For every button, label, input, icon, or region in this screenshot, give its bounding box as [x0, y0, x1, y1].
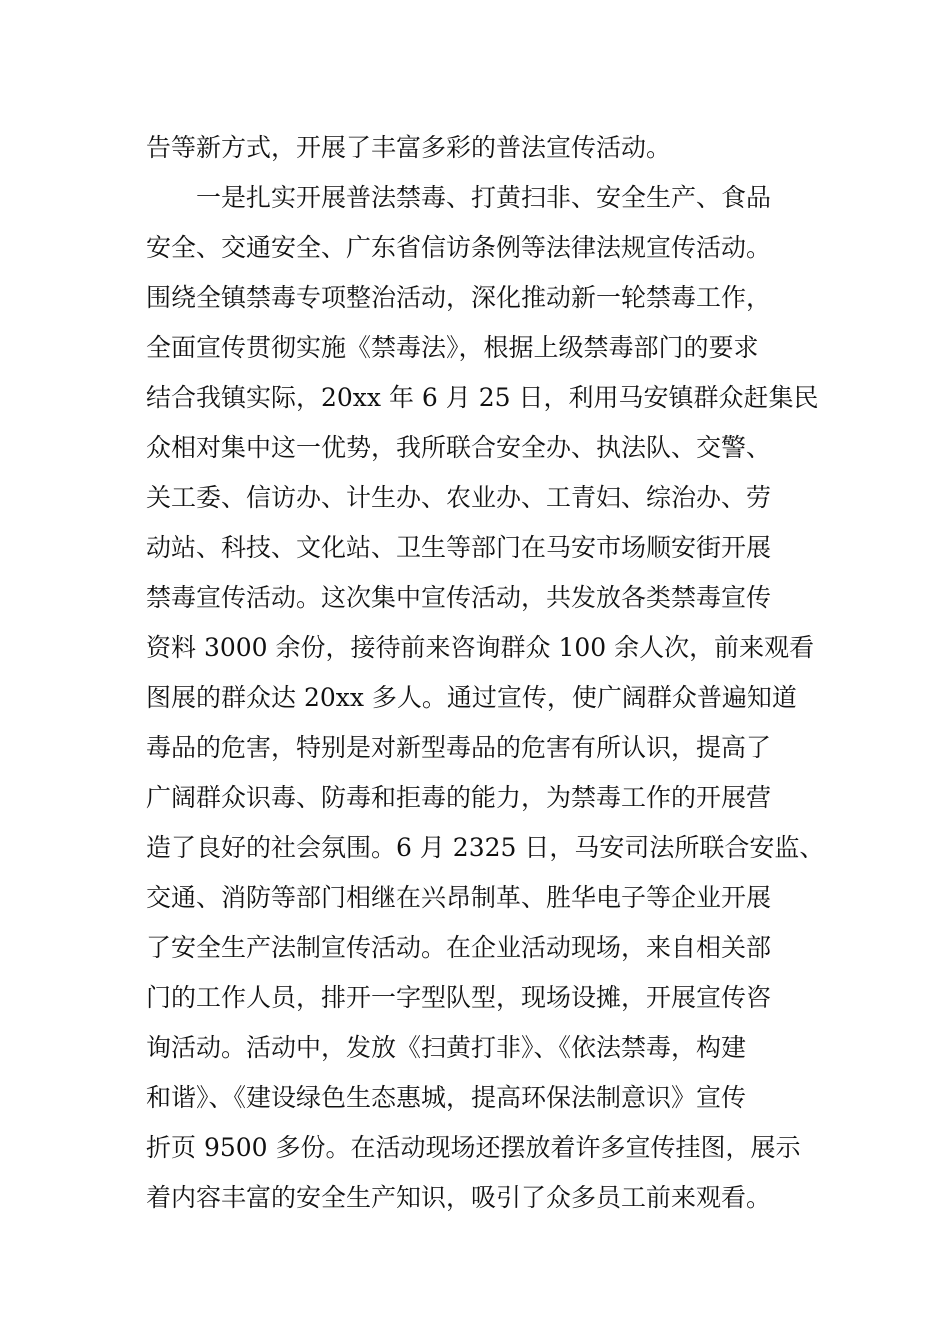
text-line: 众相对集中这一优势，我所联合安全办、执法队、交警、	[146, 433, 772, 462]
text-line: 毒品的危害，特别是对新型毒品的危害有所认识，提高了	[146, 733, 772, 762]
text-line: 全面宣传贯彻实施《禁毒法》，根据上级禁毒部门的要求	[146, 333, 759, 362]
text-line: 交通、消防等部门相继在兴昂制革、胜华电子等企业开展	[146, 883, 772, 912]
text-line: 结合我镇实际，20xx 年 6 月 25 日，利用马安镇群众赶集民	[146, 383, 819, 412]
text-line: 禁毒宣传活动。这次集中宣传活动，共发放各类禁毒宣传	[146, 583, 772, 612]
text-line: 告等新方式，开展了丰富多彩的普法宣传活动。	[146, 133, 672, 162]
text-line: 询活动。活动中，发放《扫黄打非》、《依法禁毒，构建	[146, 1033, 747, 1062]
text-line: 造了良好的社会氛围。6 月 2325 日，马安司法所联合安监、	[146, 833, 825, 862]
text-line: 和谐》、《建设绿色生态惠城，提高环保法制意识》宣传	[146, 1083, 747, 1112]
text-line: 门的工作人员，排开一字型队型，现场设摊，开展宣传咨	[146, 983, 772, 1012]
text-line: 安全、交通安全、广东省信访条例等法律法规宣传活动。	[146, 233, 772, 262]
text-line: 折页 9500 多份。在活动现场还摆放着许多宣传挂图，展示	[146, 1133, 801, 1162]
text-line: 动站、科技、文化站、卫生等部门在马安市场顺安街开展	[146, 533, 772, 562]
text-line: 围绕全镇禁毒专项整治活动，深化推动新一轮禁毒工作，	[146, 283, 772, 312]
paragraph-first-line: 一是扎实开展普法禁毒、打黄扫非、安全生产、食品	[196, 183, 772, 212]
text-line: 图展的群众达 20xx 多人。通过宣传，使广阔群众普遍知道	[146, 683, 797, 712]
text-line: 广阔群众识毒、防毒和拒毒的能力，为禁毒工作的开展营	[146, 783, 772, 812]
text-line: 关工委、信访办、计生办、农业办、工青妇、综治办、劳	[146, 483, 772, 512]
text-line: 资料 3000 余份，接待前来咨询群众 100 余人次，前来观看	[146, 633, 815, 662]
text-line: 了安全生产法制宣传活动。在企业活动现场，来自相关部	[146, 933, 772, 962]
text-line: 着内容丰富的安全生产知识，吸引了众多员工前来观看。	[146, 1183, 772, 1212]
